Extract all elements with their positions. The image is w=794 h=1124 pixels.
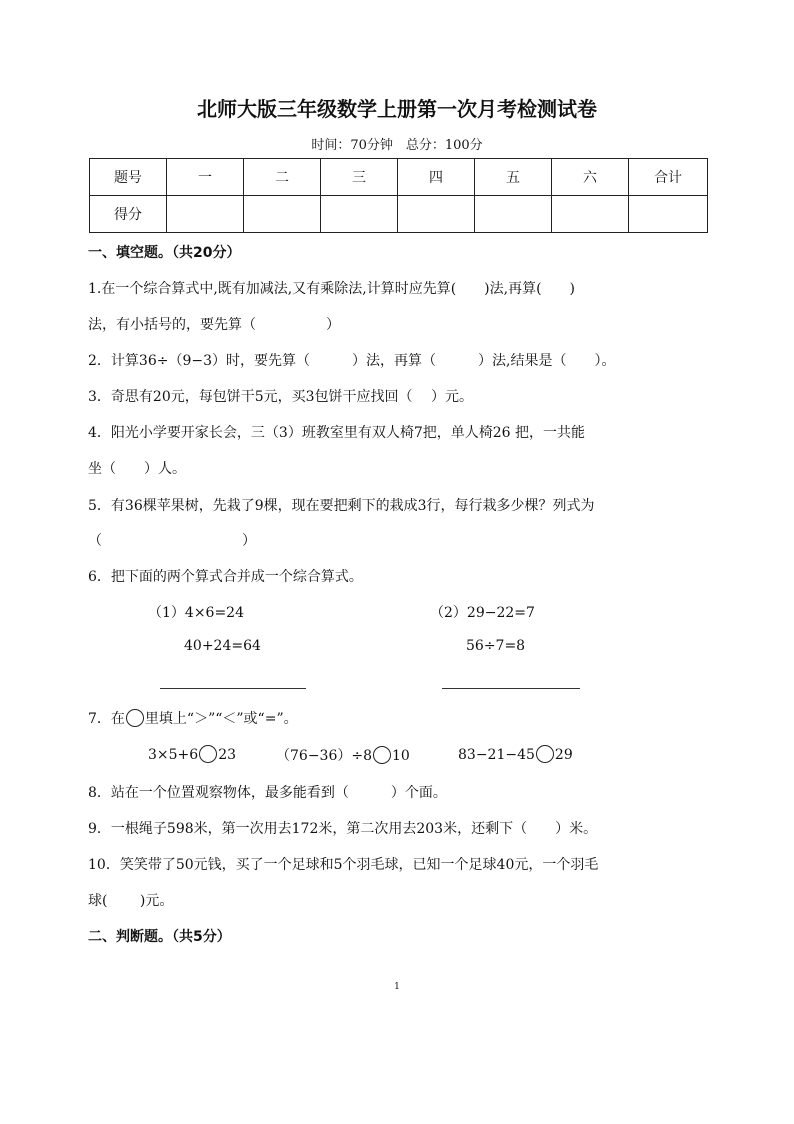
answer-line-2 (442, 688, 580, 689)
comparison-circle-icon (126, 709, 144, 727)
question-5-line-1: 5．有36棵苹果树，先栽了9棵，现在要把剩下的栽成3行，每行栽多少棵？列式为 (88, 498, 595, 514)
question-9: 9．一根绳子598米，第一次用去172米，第二次用去203米，还剩下（ ）米。 (88, 821, 598, 837)
question-7-text-a: 7．在 (88, 711, 125, 727)
question-10-line-2: 球( )元。 (88, 893, 174, 909)
expr-3-right: 29 (554, 747, 573, 763)
score-table-header-cell: 六 (552, 159, 629, 196)
question-5-line-2: （ ） (88, 533, 256, 549)
score-table-header-cell: 一 (167, 159, 244, 196)
score-cell (244, 196, 321, 233)
expr-1-left: 3×5+6 (148, 747, 199, 763)
comparison-circle-icon (536, 745, 554, 763)
question-1-line-2: 法，有小括号的，要先算（ ） (88, 317, 340, 333)
score-table-header-cell: 合计 (629, 159, 708, 196)
question-10-line-1: 10．笑笑带了50元钱，买了一个足球和5个羽毛球，已知一个足球40元，一个羽毛 (88, 857, 599, 873)
expr-2-right: 10 (392, 748, 410, 764)
question-4-line-1: 4．阳光小学要开家长会，三（3）班教室里有双人椅7把，单人椅26 把，一共能 (88, 425, 585, 441)
score-table-score-row (90, 196, 708, 233)
score-table-header-cell: 四 (398, 159, 475, 196)
question-8: 8．站在一个位置观察物体，最多能看到（ ）个面。 (88, 785, 447, 801)
question-7-text-b: 里填上“＞”“＜”或“=”。 (144, 711, 298, 727)
question-6-expr-b1: （2）29−22=7 (430, 605, 535, 621)
score-table-header-cell: 题号 (90, 159, 167, 196)
score-table-header-cell: 三 (321, 159, 398, 196)
expr-3-left: 83−21−45 (458, 747, 535, 763)
question-6: 6．把下面的两个算式合并成一个综合算式。 (88, 569, 363, 585)
question-6-expr-b2: 56÷7=8 (466, 638, 526, 654)
score-cell (398, 196, 475, 233)
question-7-expr-3 (458, 745, 573, 763)
question-6-expr-a1: （1）4×6=24 (148, 605, 244, 621)
section-2-title: 二、判断题。（共5分） (88, 929, 231, 945)
page-number: 1 (394, 982, 400, 992)
question-7 (88, 708, 298, 728)
question-3: 3．奇思有20元，每包饼干5元，买3包饼干应找回（ ）元。 (88, 389, 473, 405)
score-cell (321, 196, 398, 233)
comparison-circle-icon (373, 746, 391, 764)
expr-2-left: （76−36）÷8 (276, 748, 372, 764)
score-table (89, 158, 708, 233)
expr-1-right: 23 (218, 747, 237, 763)
score-cell (167, 196, 244, 233)
question-6-expr-a2: 40+24=64 (184, 638, 261, 654)
score-cell (629, 196, 708, 233)
score-cell (552, 196, 629, 233)
section-1-title: 一、填空题。（共20分） (88, 245, 241, 261)
exam-time-score: 时间：70分钟 总分：100分 (311, 138, 483, 153)
score-table-header-cell: 五 (475, 159, 552, 196)
score-table-header-cell: 二 (244, 159, 321, 196)
question-4-line-2: 坐（ ）人。 (88, 461, 186, 477)
score-cell (475, 196, 552, 233)
question-7-expr-2 (276, 745, 410, 765)
comparison-circle-icon (199, 745, 217, 763)
question-7-expr-1 (148, 745, 236, 763)
question-2: 2．计算36÷（9−3）时，要先算（ ）法，再算（ ）法,结果是（ ）。 (88, 353, 616, 369)
answer-line-1 (160, 688, 306, 689)
score-table-header-row (90, 159, 708, 196)
page-title: 北师大版三年级数学上册第一次月考检测试卷 (197, 97, 597, 121)
score-table-row-label: 得分 (90, 196, 167, 233)
question-1-line-1: 1.在一个综合算式中,既有加减法,又有乘除法,计算时应先算( )法,再算( ) (88, 281, 576, 297)
